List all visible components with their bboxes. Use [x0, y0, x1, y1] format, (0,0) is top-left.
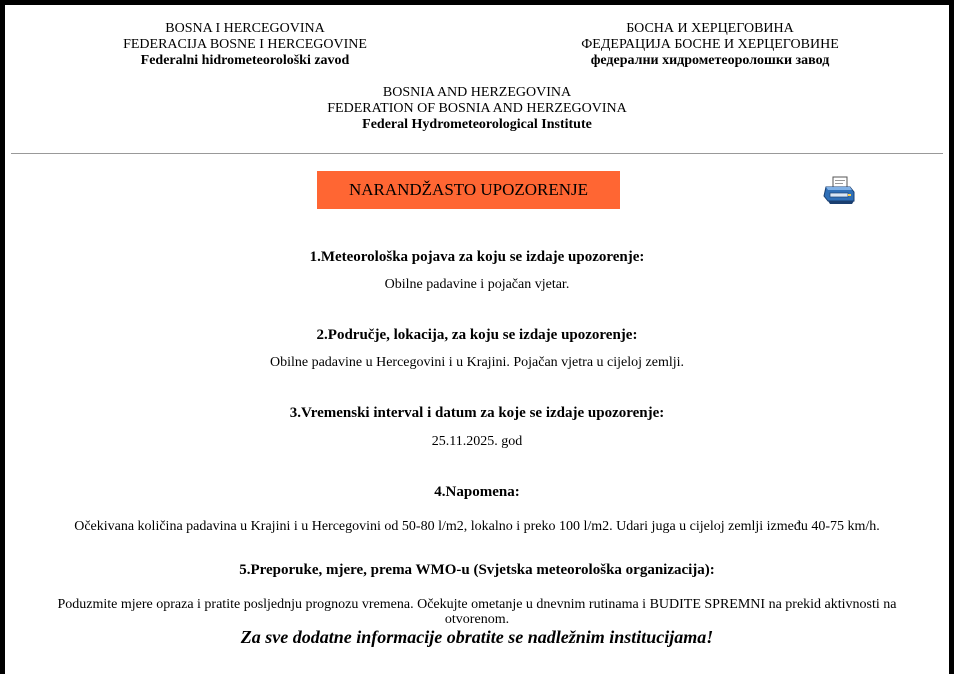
- section-1-heading: 1.Meteorološka pojava za koju se izdaje upozorenje:: [309, 249, 645, 265]
- header-cyrillic-country: БОСНА И ХЕРЦЕГОВИНА: [626, 21, 794, 36]
- header-english-federation: FEDERATION OF BOSNIA AND HERZEGOVINA: [327, 101, 627, 116]
- section-5-text: Poduzmite mjere opraza i pratite posljednju prognozu vremena. Očekujte ometanje u dnevnim rutinama i BUDITE SPREMNI na prekid aktivnosti na otvorenom.: [57, 597, 897, 627]
- warning-page: [5, 5, 949, 674]
- header-latin-federation: FEDERACIJA BOSNE I HERCEGOVINE: [123, 37, 367, 52]
- section-1-text: Obilne padavine i pojačan vjetar.: [384, 277, 570, 292]
- section-4-text: Očekivana količina padavina u Krajini i u Hercegovini od 50-80 l/m2, lokalno i preko 100 l/m2. Udari juga u cijeloj zemlji između 40-75 km/h.: [74, 519, 880, 534]
- header-latin: [100, 21, 390, 69]
- header-cyrillic: [545, 21, 875, 69]
- section-3-text: 25.11.2025. god: [431, 434, 523, 449]
- section-3-heading: 3.Vremenski interval i datum za koje se izdaje upozorenje:: [289, 405, 665, 421]
- printer-icon-graphic: [822, 175, 856, 205]
- section-2-heading: 2.Područje, lokacija, za koju se izdaje upozorenje:: [316, 327, 638, 343]
- contact-note: Za sve dodatne informacije obratite se nadležnim institucijama!: [240, 627, 714, 647]
- header-cyrillic-federation: ФЕДЕРАЦИЈА БОСНЕ И ХЕРЦЕГОВИНЕ: [581, 37, 839, 52]
- warning-level-badge: NARANDŽASTO UPOZORENJE: [317, 171, 620, 209]
- section-4-heading: 4.Napomena:: [434, 484, 520, 500]
- header-english-country: BOSNIA AND HERZEGOVINA: [382, 85, 572, 100]
- header-divider: [11, 153, 943, 154]
- header-latin-institute: Federalni hidrometeorološki zavod: [140, 53, 350, 68]
- header-latin-country: BOSNA I HERCEGOVINA: [165, 21, 325, 36]
- section-5-heading: 5.Preporuke, mjere, prema WMO-u (Svjetska meteorološka organizacija):: [239, 562, 715, 578]
- header-english-institute: Federal Hydrometeorological Institute: [362, 117, 592, 132]
- printer-icon[interactable]: [822, 175, 856, 205]
- header-english: [5, 85, 949, 133]
- section-2-text: Obilne padavine u Hercegovini i u Krajini. Pojačan vjetra u cijeloj zemlji.: [269, 355, 685, 370]
- header-cyrillic-institute: федерални хидрометеоролошки завод: [590, 53, 830, 68]
